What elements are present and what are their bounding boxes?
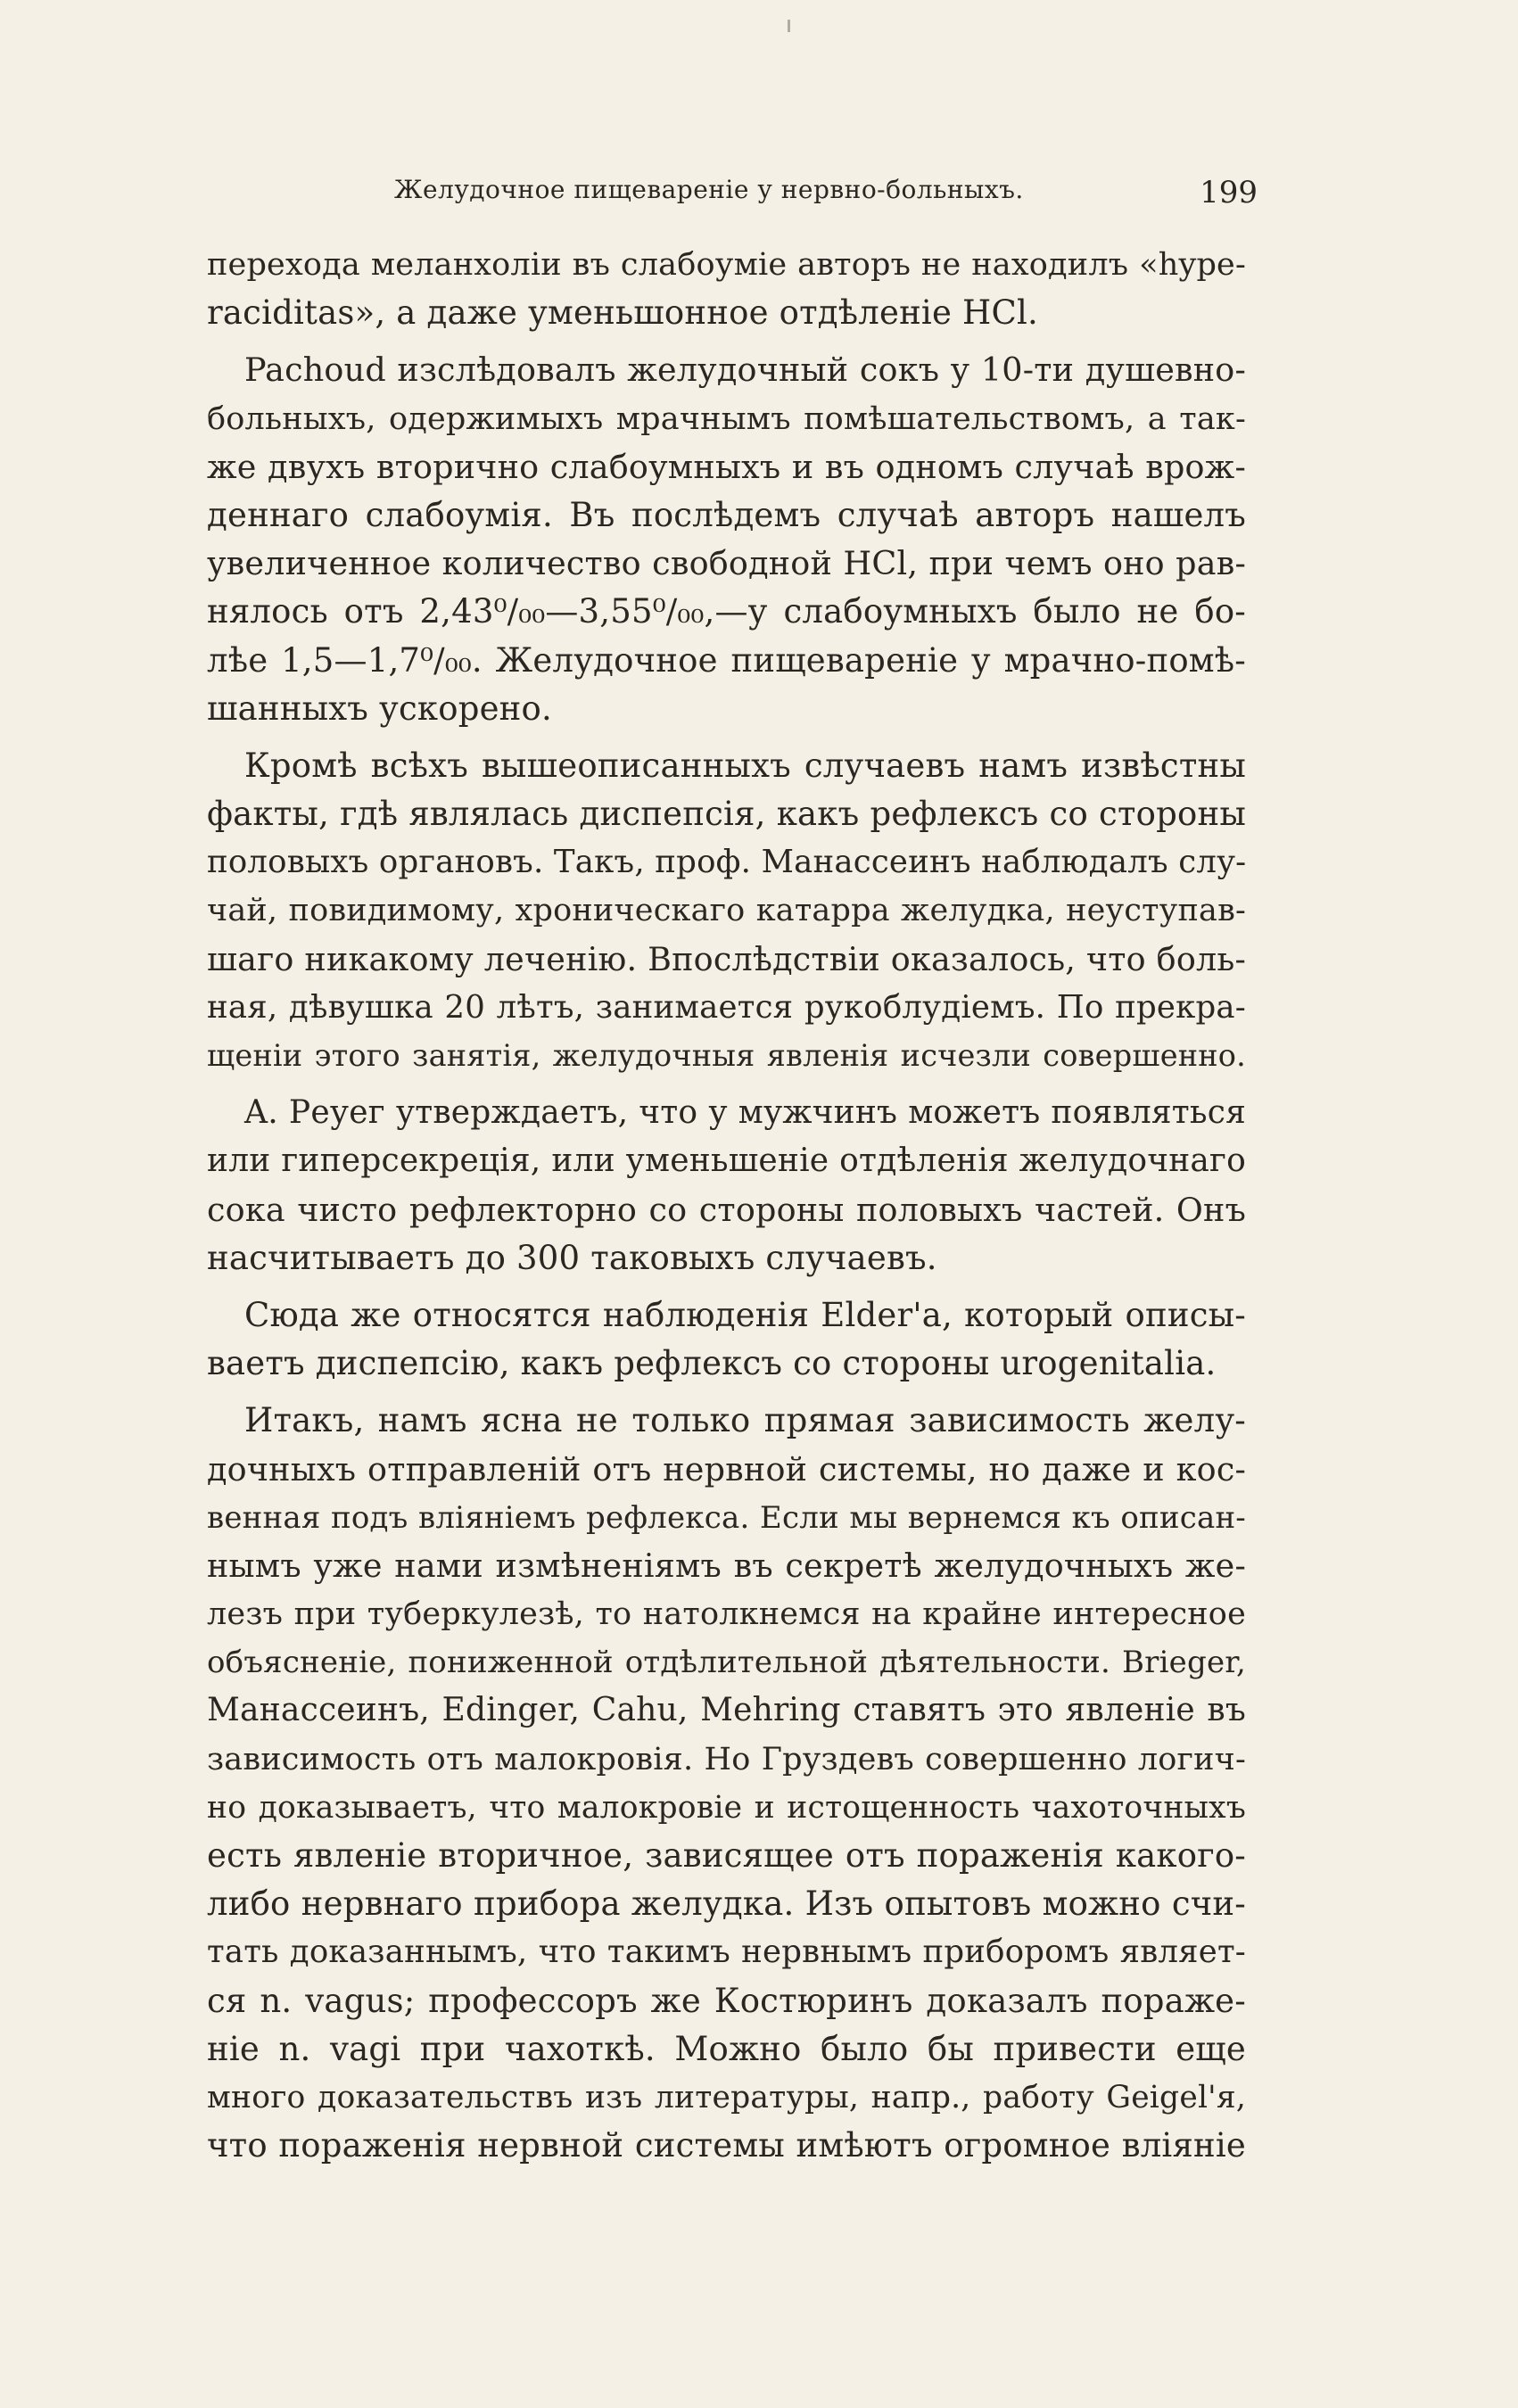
- text-line: больныхъ, одержимыхъ мрачнымъ помѣшательствомъ, а так-: [207, 400, 1246, 437]
- text-line: ваетъ диспепсію, какъ рефлексъ со стороны urogenitalia.: [207, 1344, 1217, 1383]
- running-title: Желудочное пищевареніе у нервно-больныхъ.: [394, 175, 1024, 204]
- text-line: что пораженія нервной системы имѣютъ огромное вліяніе: [207, 2126, 1246, 2165]
- text-line: racіdіtаs», а даже уменьшонное отдѣленіе HCl.: [207, 293, 1038, 333]
- text-line: но доказываетъ, что малокровіе и истощенность чахоточныхъ: [207, 1789, 1246, 1826]
- text-line: Pachoud изслѣдовалъ желудочный сокъ у 10-ти душевно-: [244, 350, 1246, 390]
- text-line: факты, гдѣ являлась диспепсія, какъ рефлексъ со стороны: [207, 795, 1246, 834]
- page-mark: [788, 20, 790, 32]
- text-line: объясненіе, пониженной отдѣлительной дѣятельности. Brieger,: [207, 1645, 1246, 1681]
- text-line: половыхъ органовъ. Такъ, проф. Манассеинъ наблюдалъ слу-: [207, 844, 1247, 881]
- text-line: нымъ уже нами измѣненіямъ въ секретѣ желудочныхъ же-: [207, 1546, 1246, 1585]
- text-line: венная подъ вліяніемъ рефлекса. Если мы вернемся къ описан-: [207, 1499, 1246, 1536]
- text-line: шаго никакому леченію. Впослѣдствіи оказалось, что боль-: [207, 939, 1246, 978]
- page-header: [205, 175, 1258, 216]
- text-line: A. Pеуег утверждаетъ, что у мужчинъ можетъ появляться: [244, 1094, 1246, 1132]
- text-line: много доказательствъ изъ литературы, напр., работу Geigel'я,: [207, 2079, 1246, 2115]
- text-line: тать доказаннымъ, что такимъ нервнымъ приборомъ являет-: [207, 1934, 1246, 1971]
- text-line: Сюда же относятся наблюденія Elder'a, который описы-: [244, 1295, 1246, 1334]
- text-line: лѣе 1,5—1,7⁰/₀₀. Желудочное пищевареніе у мрачно-помѣ-: [207, 640, 1246, 680]
- text-line: ніе n. vagi при чахоткѣ. Можно было бы привести еще: [207, 2029, 1246, 2068]
- body-text: [207, 241, 1246, 2170]
- text-line: насчитываетъ до 300 таковыхъ случаевъ.: [207, 1238, 937, 1277]
- text-line: есть явленіе вторичное, зависящее отъ пораженія какого-: [207, 1836, 1246, 1875]
- text-line: нялось отъ 2,43⁰/₀₀—3,55⁰/₀₀,—у слабоумныхъ было не бо-: [207, 592, 1246, 631]
- text-line: щеніи этого занятія, желудочныя явленія исчезли совершенно.: [207, 1038, 1246, 1073]
- text-line: Итакъ, намъ ясна не только прямая зависимость желу-: [244, 1401, 1246, 1440]
- text-line: ная, дѣвушка 20 лѣтъ, занимается рукоблудіемъ. По прекра-: [207, 988, 1246, 1026]
- text-line: ся n. vagus; профессоръ же Костюринъ доказалъ пораже-: [207, 1981, 1246, 2020]
- text-line: перехода меланхоліи въ слабоуміе авторъ не находилъ «hyре-: [207, 247, 1246, 283]
- text-line: деннаго слабоумія. Въ послѣдемъ случаѣ авторъ нашелъ: [207, 495, 1246, 534]
- text-line: увеличенное количество свободной HCl, при чемъ оно рав-: [207, 544, 1246, 583]
- text-line: или гиперсекреція, или уменьшеніе отдѣленія желудочнаго: [207, 1142, 1246, 1180]
- text-line: либо нервнаго прибора желудка. Изъ опытовъ можно счи-: [207, 1884, 1246, 1924]
- text-line: Кромѣ всѣхъ вышеописанныхъ случаевъ намъ извѣстны: [244, 746, 1246, 785]
- text-line: шанныхъ ускорено.: [207, 689, 552, 728]
- text-line: дочныхъ отправленій отъ нервной системы, но даже и кос-: [207, 1449, 1246, 1489]
- text-line: сока чисто рефлекторно со стороны половыхъ частей. Онъ: [207, 1190, 1246, 1229]
- text-line: Манассеинъ, Edinger, Cahu, Mehring ставятъ это явленіе въ: [207, 1692, 1246, 1729]
- text-line: лезъ при туберкулезѣ, то натолкнемся на крайне интересное: [207, 1596, 1246, 1633]
- page-number: 199: [1200, 175, 1258, 210]
- text-line: чай, повидимому, хроническаго катарра желудка, неуступав-: [207, 893, 1246, 929]
- text-line: зависимость отъ малокровія. Но Груздевъ совершенно логич-: [207, 1741, 1246, 1777]
- text-line: же двухъ вторично слабоумныхъ и въ одномъ случаѣ врож-: [207, 447, 1246, 486]
